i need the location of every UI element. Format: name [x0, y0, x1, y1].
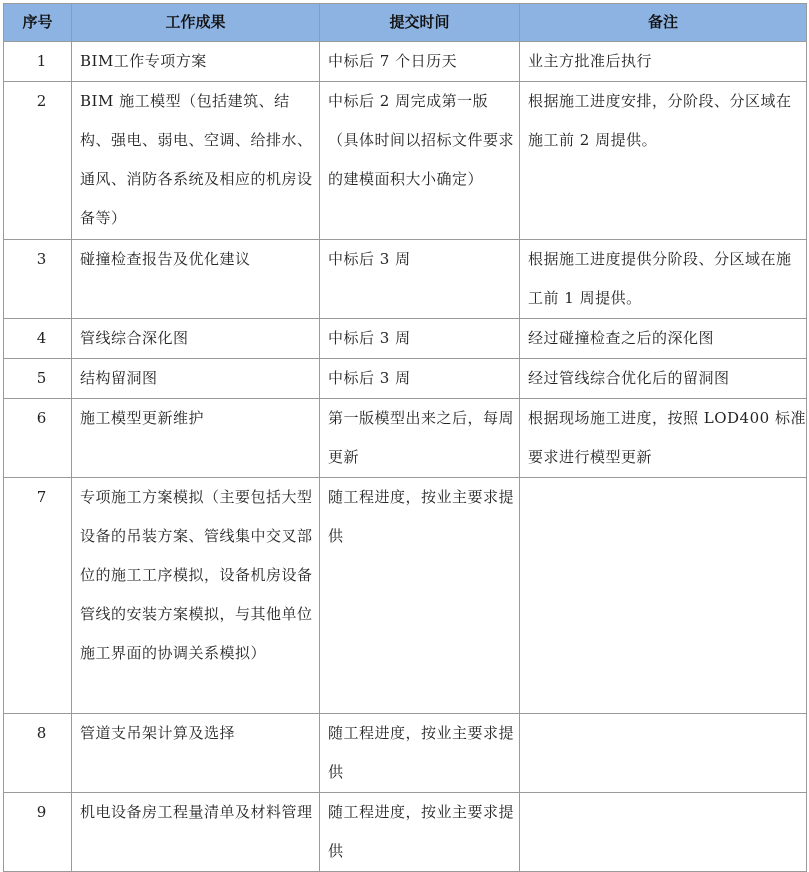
submit-time: 中标后 3 周: [320, 240, 520, 319]
deliverables-table: [3, 3, 807, 872]
table-row: [4, 319, 807, 359]
remark: 根据施工进度提供分阶段、分区域在施工前 1 周提供。: [520, 240, 807, 319]
table-row: [4, 240, 807, 319]
row-number: 1: [4, 42, 72, 82]
table-row: [4, 359, 807, 399]
work-result: 管道支吊架计算及选择: [72, 714, 320, 793]
row-number: 5: [4, 359, 72, 399]
work-result: 专项施工方案模拟（主要包括大型设备的吊装方案、管线集中交叉部位的施工工序模拟，设备机房设备管线的安装方案模拟，与其他单位施工界面的协调关系模拟）: [72, 478, 320, 714]
remark: 根据施工进度安排，分阶段、分区域在施工前 2 周提供。: [520, 82, 807, 240]
table-row: [4, 478, 807, 714]
submit-time: 中标后 3 周: [320, 359, 520, 399]
work-result: 管线综合深化图: [72, 319, 320, 359]
work-result: 施工模型更新维护: [72, 399, 320, 478]
remark: 业主方批准后执行: [520, 42, 807, 82]
remark: [520, 793, 807, 872]
header-time: 提交时间: [320, 4, 520, 42]
remark: 经过管线综合优化后的留洞图: [520, 359, 807, 399]
table-row: [4, 399, 807, 478]
table-row: [4, 42, 807, 82]
row-number: 7: [4, 478, 72, 714]
submit-time: 中标后 7 个日历天: [320, 42, 520, 82]
submit-time: 中标后 2 周完成第一版（具体时间以招标文件要求的建模面积大小确定）: [320, 82, 520, 240]
header-remark: 备注: [520, 4, 807, 42]
header-result: 工作成果: [72, 4, 320, 42]
work-result: BIM工作专项方案: [72, 42, 320, 82]
submit-time: 随工程进度，按业主要求提供: [320, 793, 520, 872]
row-number: 3: [4, 240, 72, 319]
row-number: 6: [4, 399, 72, 478]
submit-time: 第一版模型出来之后，每周更新: [320, 399, 520, 478]
header-row: [4, 4, 807, 42]
work-result: 结构留洞图: [72, 359, 320, 399]
work-result: 碰撞检查报告及优化建议: [72, 240, 320, 319]
row-number: 8: [4, 714, 72, 793]
remark: [520, 714, 807, 793]
submit-time: 中标后 3 周: [320, 319, 520, 359]
remark: 经过碰撞检查之后的深化图: [520, 319, 807, 359]
remark: [520, 478, 807, 714]
row-number: 4: [4, 319, 72, 359]
row-number: 9: [4, 793, 72, 872]
work-result: 机电设备房工程量清单及材料管理: [72, 793, 320, 872]
submit-time: 随工程进度，按业主要求提供: [320, 478, 520, 714]
submit-time: 随工程进度，按业主要求提供: [320, 714, 520, 793]
table-row: [4, 793, 807, 872]
table-row: [4, 82, 807, 240]
work-result: BIM 施工模型（包括建筑、结构、强电、弱电、空调、给排水、通风、消防各系统及相应的机房设备等）: [72, 82, 320, 240]
table-row: [4, 714, 807, 793]
header-no: 序号: [4, 4, 72, 42]
row-number: 2: [4, 82, 72, 240]
remark: 根据现场施工进度，按照 LOD400 标准要求进行模型更新: [520, 399, 807, 478]
